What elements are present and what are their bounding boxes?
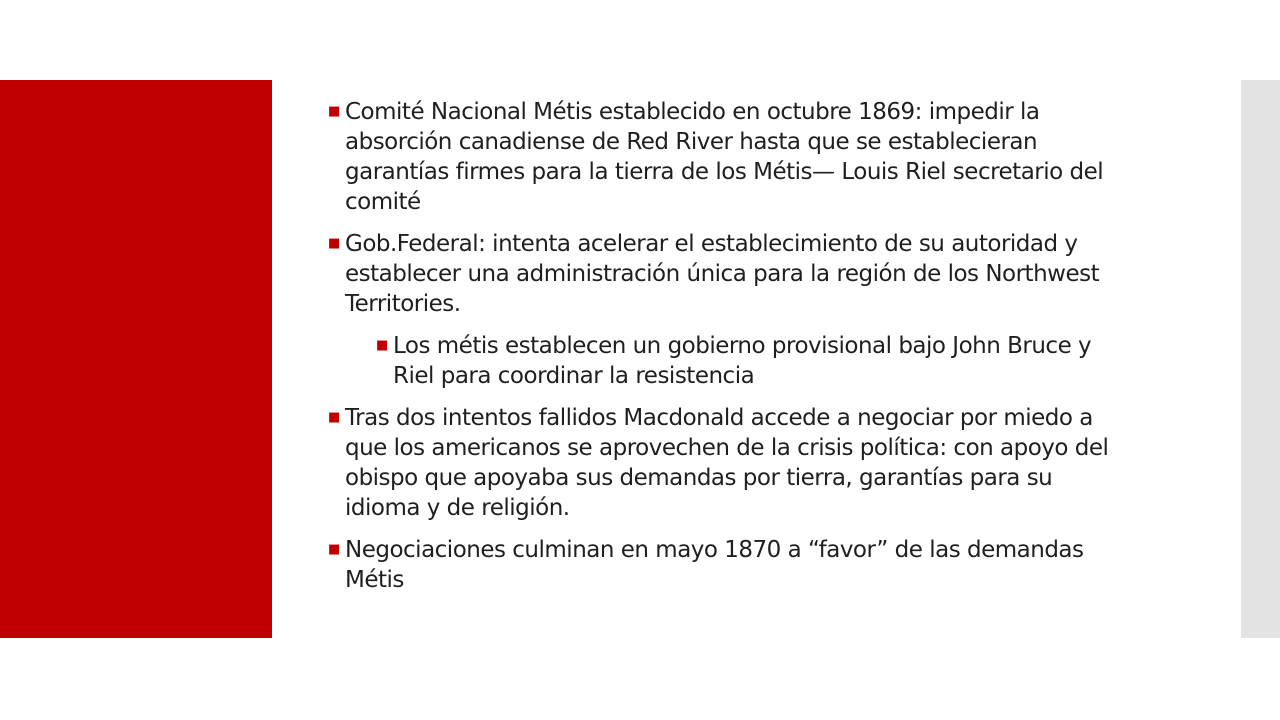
bullet-text: Tras dos intentos fallidos Macdonald accede a negociar por miedo a que los americanos se aprovechen de la crisis política: con apoyo del obispo que apoyaba sus demandas por tierra, garantías para su idioma y de religión. (345, 405, 1109, 521)
bullet-text: Gob.Federal: intenta acelerar el establecimiento de su autoridad y establecer una administración única para la región de los Northwest Territories. (345, 231, 1100, 317)
list-item (328, 403, 1128, 523)
bullet-icon: ■ (328, 410, 340, 425)
list-item (328, 97, 1128, 217)
bullet-text: Negociaciones culminan en mayo 1870 a “favor” de las demandas Métis (345, 537, 1084, 593)
bullet-list (328, 97, 1128, 607)
side-panel (1241, 80, 1280, 638)
bullet-icon: ■ (376, 338, 388, 353)
list-item (328, 229, 1128, 319)
bullet-text: Los métis establecen un gobierno provisional bajo John Bruce y Riel para coordinar la resistencia (393, 333, 1092, 389)
sub-list-item (376, 331, 1128, 391)
bullet-text: Comité Nacional Métis establecido en octubre 1869: impedir la absorción canadiense de Red River hasta que se establecieran garantías firmes para la tierra de los Métis— Louis Riel secretario del comité (345, 99, 1104, 215)
bullet-icon: ■ (328, 236, 340, 251)
accent-bar (0, 80, 272, 638)
bullet-icon: ■ (328, 104, 340, 119)
bullet-icon: ■ (328, 542, 340, 557)
list-item (328, 535, 1128, 595)
